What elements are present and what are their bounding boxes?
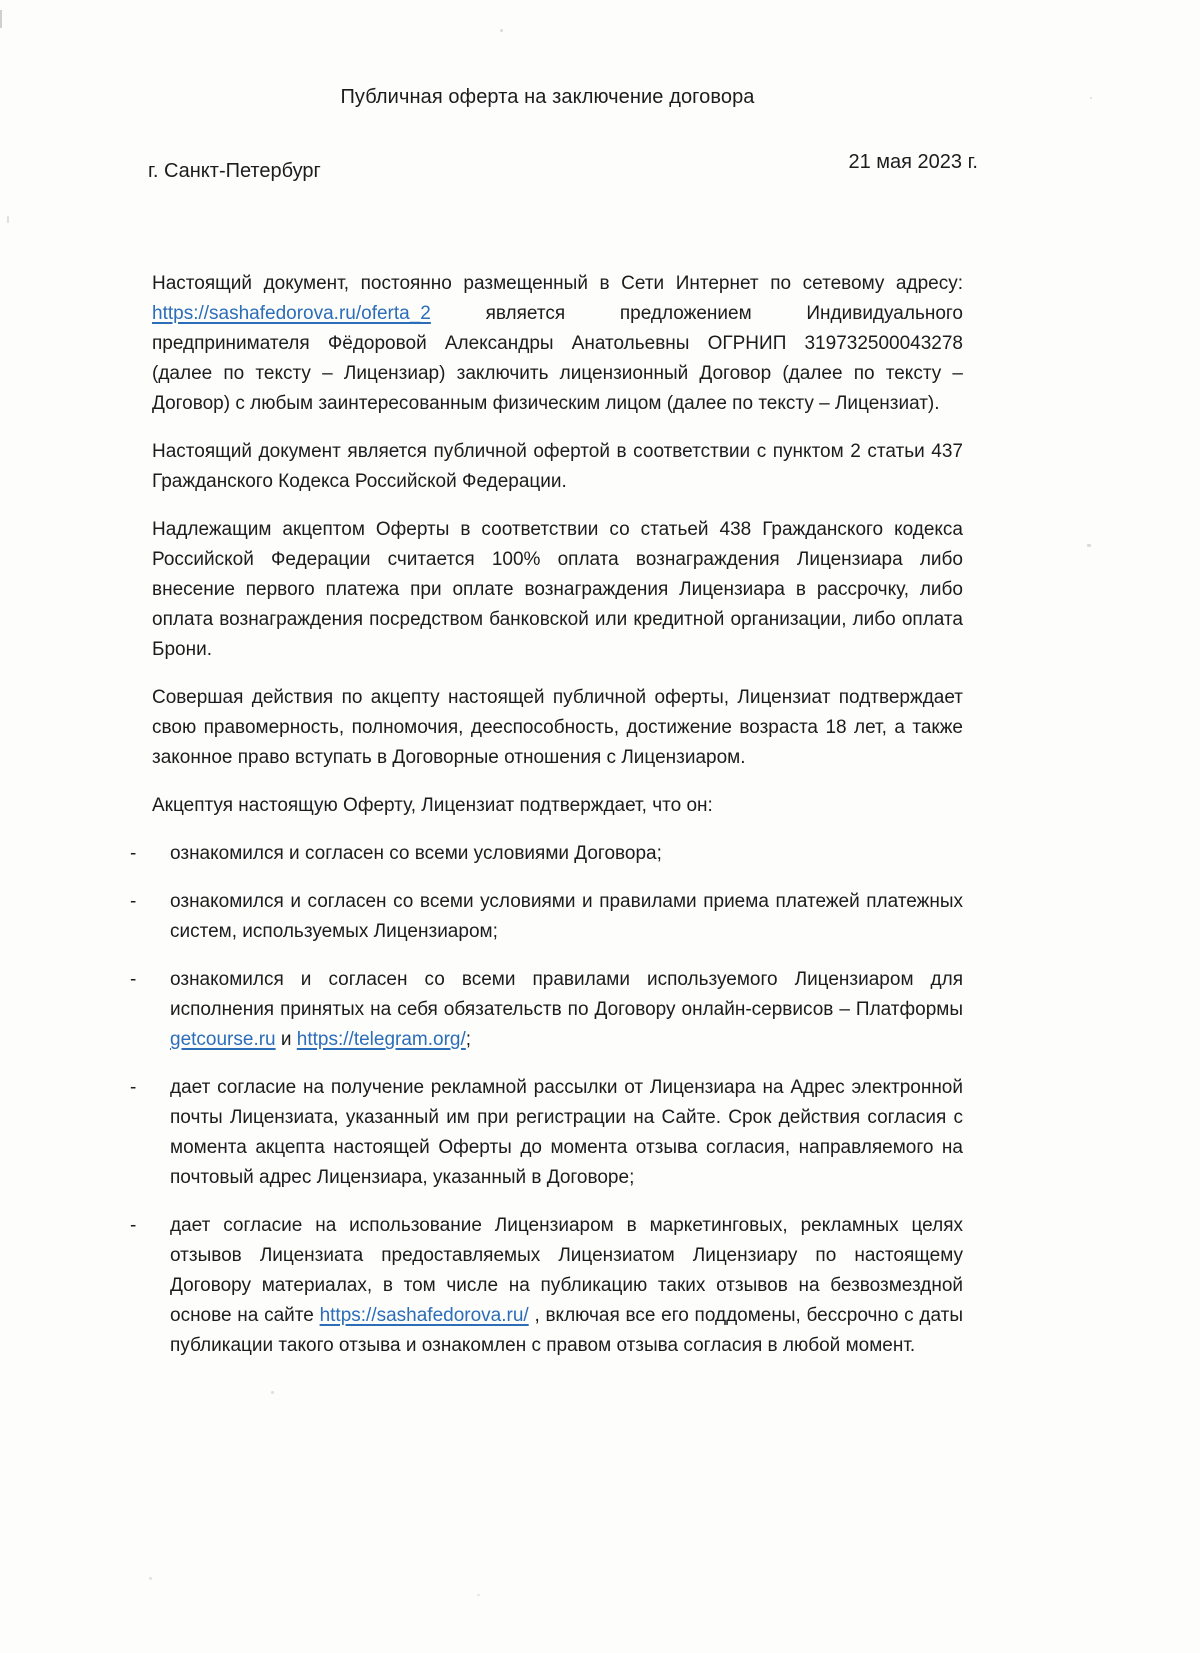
bullet-item — [130, 839, 963, 869]
paragraph — [152, 791, 963, 821]
document-city-label: г. Санкт-Петербург — [148, 160, 321, 182]
bullet-item — [130, 1211, 963, 1361]
bullet-item — [130, 965, 963, 1055]
document-date-label: 21 мая 2023 г. — [848, 151, 978, 173]
bullet-dash-icon: - — [130, 1215, 137, 1236]
bullet-item — [130, 887, 963, 947]
text-run: ознакомился и согласен со всеми правилами используемого Лицензиаром для исполнения принятых на себя обязательств по Договору онлайн-сервисов – Платформы — [170, 969, 963, 1020]
scan-speck — [500, 29, 503, 32]
text-run: Надлежащим акцептом Оферты в соответствии со статьей 438 Гражданского кодекса Российской Федерации считается 100% оплата вознаграждения Лицензиара либо внесение первого платежа при оплате вознаграждения Лицензиара в рассрочку, либо оплата вознаграждения посредством банковской или кредитной организации, либо оплата Брони. — [152, 519, 963, 660]
hyperlink[interactable]: https://telegram.org/ — [296, 1029, 466, 1050]
scan-speck — [271, 1391, 274, 1394]
hyperlink[interactable]: getcourse.ru — [170, 1029, 276, 1050]
scan-speck — [477, 1594, 480, 1596]
paragraph — [152, 683, 963, 773]
bullet-item — [130, 1073, 963, 1193]
text-run: ; — [465, 1029, 472, 1050]
hyperlink[interactable]: https://sashafedorova.ru/oferta_2 — [152, 303, 431, 324]
bullet-dash-icon: - — [130, 843, 137, 864]
scan-speck — [0, 10, 2, 28]
text-run: дает согласие на использование Лицензиаром в маркетинговых, рекламных целях отзывов Лицензиата предоставляемых Лицензиатом Лицензиару по настоящему Договору материалах, в том числе на публикацию таких отзывов на безвозмездной основе на сайте — [170, 1215, 963, 1326]
paragraph — [152, 515, 963, 665]
text-run: Настоящий документ, постоянно размещенный в Сети Интернет по сетевому адресу: — [152, 273, 963, 294]
scan-speck — [1090, 97, 1092, 99]
scan-speck — [1087, 544, 1091, 547]
scan-speck — [7, 216, 9, 223]
text-run: Совершая действия по акцепту настоящей публичной оферты, Лицензиат подтверждает свою правомерность, полномочия, дееспособность, достижение возраста 18 лет, а также законное право вступать в Договорные отношения с Лицензиаром. — [152, 687, 963, 768]
hyperlink[interactable]: https://sashafedorova.ru/ — [319, 1305, 529, 1326]
text-run: является предложением Индивидуального предпринимателя Фёдоровой Александры Анатольевны ОГРНИП 319732500043278 (далее по тексту – Лицензиар) заключить лицензионный Договор (далее по тексту – Договор) с любым заинтересованным физическим лицом (далее по тексту – Лицензиат). — [152, 303, 963, 414]
text-run: Акцептуя настоящую Оферту, Лицензиат подтверждает, что он: — [152, 795, 713, 816]
text-run: ознакомился и согласен со всеми условиями Договора; — [170, 843, 662, 864]
scan-speck — [149, 1577, 152, 1580]
paragraph — [152, 269, 963, 419]
text-run: дает согласие на получение рекламной рассылки от Лицензиара на Адрес электронной почты Лицензиата, указанный им при регистрации на Сайте. Срок действия согласия с момента акцепта настоящей Оферты до момента отзыва согласия, направляемого на почтовый адрес Лицензиара, указанный в Договоре; — [170, 1077, 963, 1188]
text-run: ознакомился и согласен со всеми условиями и правилами приема платежей платежных систем, используемых Лицензиаром; — [170, 891, 963, 942]
text-run: и — [275, 1029, 297, 1050]
bullet-dash-icon: - — [130, 969, 137, 990]
bullet-dash-icon: - — [130, 1077, 137, 1098]
document-body — [130, 269, 963, 1379]
document-title: Публичная оферта на заключение договора — [340, 86, 755, 108]
bullet-dash-icon: - — [130, 891, 137, 912]
paragraph — [152, 437, 963, 497]
text-run: , включая все его поддомены, бессрочно с даты публикации такого отзыва и ознакомлен с правом отзыва согласия в любой момент. — [170, 1305, 963, 1356]
text-run: Настоящий документ является публичной офертой в соответствии с пунктом 2 статьи 437 Гражданского Кодекса Российской Федерации. — [152, 441, 963, 492]
